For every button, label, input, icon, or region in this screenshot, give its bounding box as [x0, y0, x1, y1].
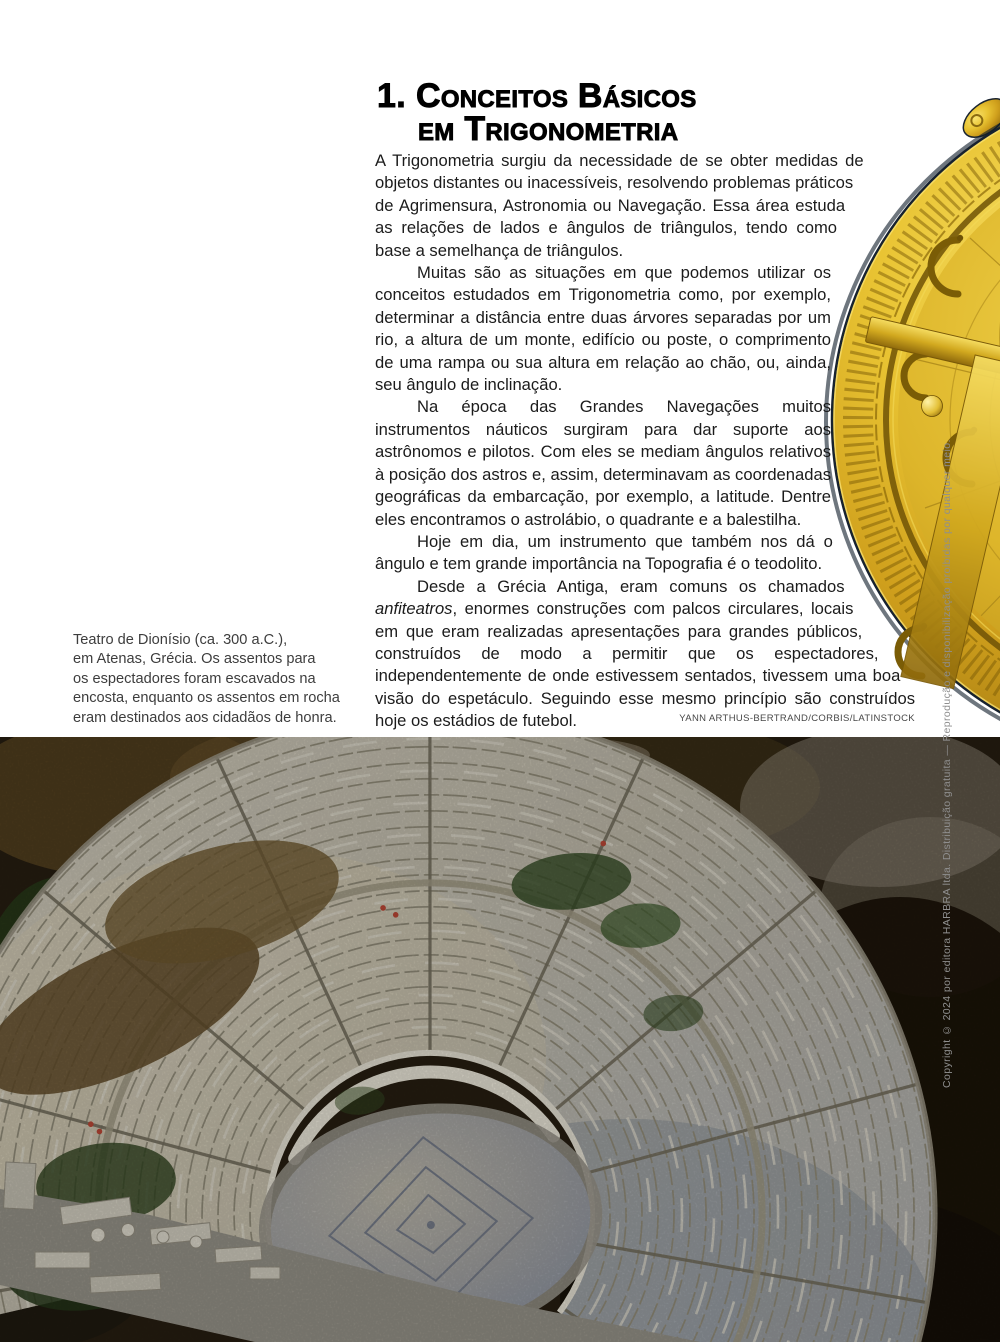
photo-caption [73, 631, 340, 728]
theatre-photo-art [0, 737, 1000, 1342]
copyright-sidebar-text: Copyright © 2024 por editora HARBRA ltda. Distribuição gratuita — Reprodução e disponibilização proibidas por qualquer meio. [941, 439, 953, 1088]
paragraph-5-italic-term: anfiteatros [375, 599, 453, 619]
caption-line: Teatro de Dionísio (ca. 300 a.C.), [73, 632, 288, 648]
caption-line: encosta, enquanto os assentos em rocha [73, 690, 340, 707]
caption-line: os espectadores foram escavados na [73, 670, 316, 687]
section-title-line2 [377, 110, 697, 148]
section-title-line1 [377, 77, 697, 115]
caption-line: em Atenas, Grécia. Os assentos para [73, 651, 316, 668]
section-title [377, 77, 697, 148]
section-title-text2: em Trigonometria [418, 110, 679, 148]
paragraph-3: Na época das Grandes Navegações muitos instrumentos náuticos surgiram para dar suporte aos astrônomos e pilotos. Com eles se mediam ângulos relativos à posição dos astros e, assim, determinavam as coordenadas geográficas da embarcação, por exemplo, a latitude. Dentre eles encontramos o astrolábio, o quadrante e a balestilha. [375, 397, 831, 529]
paragraph-5-segment-1: Desde a Grécia Antiga, eram comuns os chamados [417, 576, 845, 596]
photo-credit: YANN ARTHUS-BERTRAND/CORBIS/LATINSTOCK [679, 713, 915, 724]
paragraph-1: A Trigonometria surgiu da necessidade de se obter medidas de objetos distantes ou inacessíveis, resolvendo problemas práticos de Agrimensura, Astronomia ou Navegação. Essa área estuda as relações de lados e ângulos de triângulos, tendo como base a semelhança de triângulos. [375, 151, 864, 260]
paragraph-5 [375, 576, 915, 733]
pivot-ball [922, 396, 943, 417]
body-text [375, 150, 915, 733]
paragraph-4: Hoje em dia, um instrumento que também nos dá o ângulo e tem grande importância na Topografia é o teodolito. [375, 531, 833, 574]
section-title-text1: Conceitos Básicos [415, 77, 697, 115]
caption-line: eram destinados aos cidadãos de honra. [73, 709, 337, 726]
theatre-aerial-photo [0, 737, 1000, 1342]
paragraph-2: Muitas são as situações em que podemos utilizar os conceitos estudados em Trigonometria como, por exemplo, determinar a distância entre duas árvores separadas por um rio, a altura de um monte, edifício ou poste, o comprimento de uma rampa ou sua altura em relação ao chão, ou, ainda, seu ângulo de inclinação. [375, 263, 831, 395]
section-number: 1. [377, 77, 406, 115]
paragraph-5-segment-3: , enormes construções com palcos circulares, locais em que eram realizadas apresentações para grandes públicos, construídos de modo a permitir que os espectadores, independentemente de onde estivessem sentados, tivessem uma boa visão do espetáculo. Seguindo esse mesmo princípio são construídos hoje os estádios de futebol. [375, 599, 915, 731]
